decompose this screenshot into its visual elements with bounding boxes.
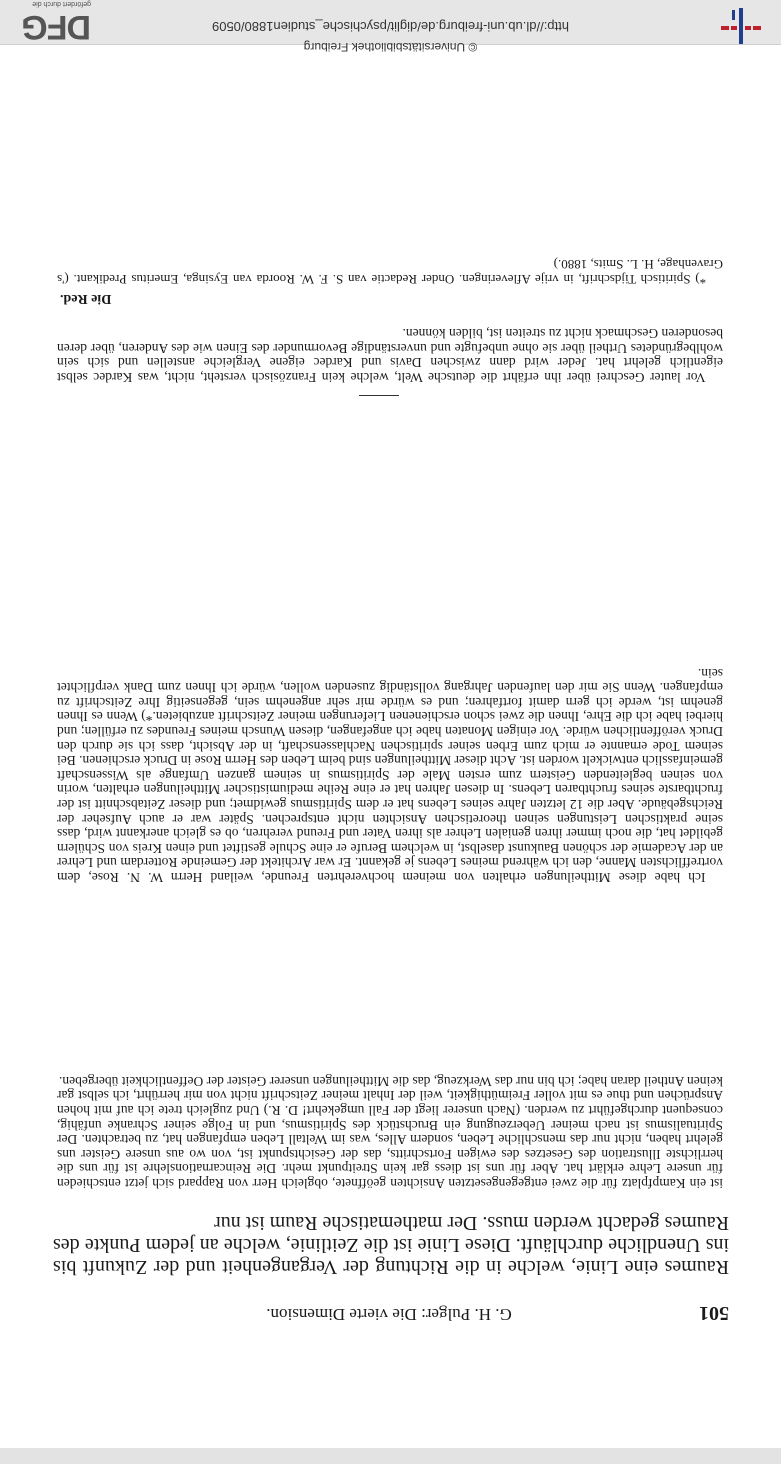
- body-paragraph-2: Ich habe diese Mittheilungen erhalten von meinem hochverehrten Freunde, weiland Herrn W. N. Rose, dem vortrefflichsten Manne, den ich während meines Lebens je gekannt. Er war Architekt der Gemeinde Rotterdam und Lehrer an der Academie der schönen Baukunst daselbst, in welchem Berufe er eine Schule gestiftet und einen Kreis von Schülern gebildet hat, die noch immer ihren genialen Lehrer als ihren Vater und Freund verehren, ob es gleich anerkannt wird, dass seine praktischen Leistungen seinen theoretischen Ansichten nicht entsprechen. Später war er auch Aufseher der Reichsgebäude. Aber die 12 letzten Jahre seines Lebens hat er dem Spiritismus gewidmet; und dieser Zeitabschnitt ist der fruchtbarste seines fruchtbaren Lebens. In diesen Jahren hat er eine Reihe mediumistischer Mittheilungen erhalten, worin von seinen begleitenden Geistern zum ersten Male der Spiritismus in seinem ganzen Umfange als Wissenschaft gemeinfasslich entwickelt worden ist. Acht dieser Mittheilungen sind beim Leben des Herrn Rose in Druck erschienen. Bei seinem Tode ernannte er mich zum Erben seiner spiritischen Nachlassenschaft, in der Absicht, dass ich sie durch den Druck veröffentlichen würde. Vor einigen Monaten habe ich angefangen, diesen Wunsch meines Freundes zu erfüllen; und hierbei habe ich die Ehre, Ihnen die zwei schon erschienenen Lieferungen meiner Zeitschrift anzubieten.*) Wenn es Ihnen genehm ist, werde ich gern damit fortfahren; und es würde mir sehr angenehm sein, gegenseitig Ihre Zeitschrift zu empfangen. Wenn Sie mir den laufenden Jahrgang vollständig zusenden wollen, würde ich Ihnen zum Dank verpflichtet sein.: [57, 665, 723, 885]
- running-head-title: G. H. Pulger: Die vierte Dimension.: [266, 1305, 512, 1324]
- page-number: 501: [699, 1302, 729, 1324]
- dfg-logo: [1, 2, 91, 46]
- large-paragraph: Raumes eine Linie, welche in die Richtung der Vergangenheit und der Zukunft bis ins Unendliche durchläuft. Diese Linie ist die Zeitlinie, welche an jedem Punkte des Raumes gedacht werden muss. Der mathematische Raum ist nur: [53, 1212, 729, 1278]
- permalink[interactable]: http://dl.ub.uni-freiburg.de/diglit/psychische_studien1880/0509: [211, 19, 570, 34]
- university-logo-icon: [721, 8, 761, 44]
- section-divider: [359, 395, 399, 396]
- editor-signature: Die Red.: [60, 291, 112, 306]
- dfg-logo-text: DFG: [22, 8, 91, 46]
- running-head: [49, 1294, 729, 1324]
- body-paragraph-1: ist ein Kampfplatz für die zwei entgegengesetzten Ansichten geöffnete, obgleich Herr von Rappard sich jetzt entschieden für unsere Lehre erklärt hat. Aber für uns ist diess gar kein Streitpunkt mehr. Die Reincarnationslehre ist für uns die herrlichste Illustration des Gesetzes des ewigen Fortschritts, das der Gesichtspunkt ist, von wo aus unsere Geister uns gelehrt haben, nicht nur das menschliche Leben, sondern Alles, was im Weltall Leben empfangen hat, zu betrachten. Der Spiritualismus ist nach meiner Ueberzeugung ein Bruchstück des Spiritismus, und in Folge seiner Schranke unfähig, consequent durchgeführt zu werden. (Nach unserer liegt der Fall umgekehrt! D. R.) Und zugleich trete ich auf mit hohen Ansprüchen und thue es mit voller Freimüthigkeit, weil der Inhalt meiner Zeitschrift nicht von mir herrührt, ich selbst gar keinen Antheil daran habe; ich bin nur das Werkzeug, das die Mittheilungen unserer Geister der Oeffentlichkeit übergeben.: [57, 1073, 723, 1191]
- body-paragraph-3: Vor lauter Geschrei über ihn erfährt die deutsche Welt, welche kein Französisch versteht, nicht, was Kardec selbst eigentlich gelehrt hat. Jeder wird dann zwischen Davis und Kardec eigene Vergleiche anstellen und sich sein wohlbegründetes Urtheil über sie ohne unbefugte und unverständige Bevormunder des Einen wie des Anderen, über deren besonderen Geschmack nicht zu streiten ist, bilden können.: [57, 326, 723, 385]
- footnote: *) Spiritisch Tijdschrift, in vrije Afleveringen. Onder Redactie van S. F. W. Roorda van Eysinga, Emeritus Predikant. ('s Gravenhage, H. L. Smits, 1880.): [57, 257, 723, 287]
- dfg-logo-caption: gefördert durch die: [32, 0, 91, 7]
- credit-block: [0, 0, 781, 60]
- copyright-line: © Universitätsbibliothek Freiburg: [303, 40, 478, 54]
